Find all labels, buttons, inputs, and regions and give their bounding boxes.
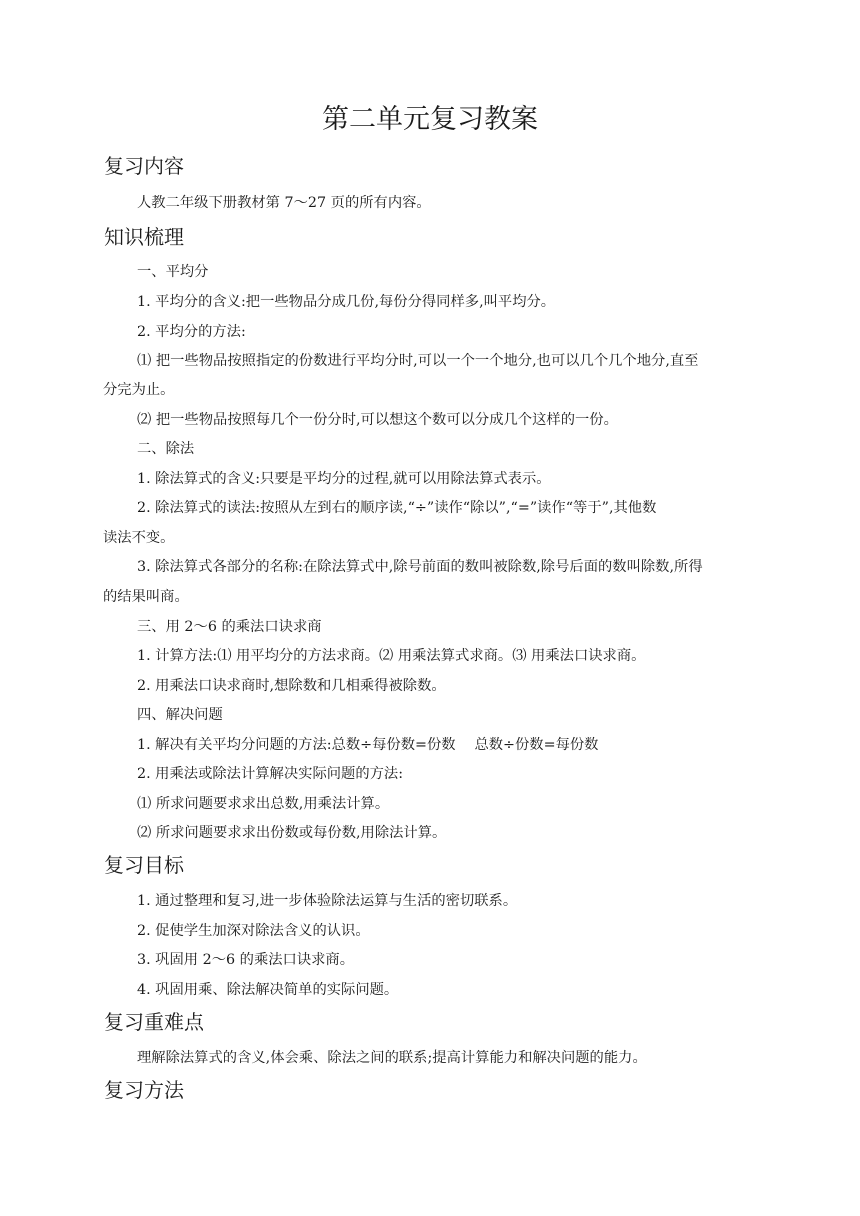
paragraph-line: 2. 除法算式的读法:按照从左到右的顺序读,“÷”读作“除以”,“=”读作“等于”,其他数 (137, 500, 657, 516)
subsection-heading: 四、解决问题 (137, 707, 223, 723)
paragraph-line: 1. 除法算式的含义:只要是平均分的过程,就可以用除法算式表示。 (137, 471, 551, 487)
paragraph-line: 的结果叫商。 (103, 589, 189, 605)
paragraph-line: 2. 平均分的方法: (137, 324, 246, 340)
paragraph-line: 1. 平均分的含义:把一些物品分成几份,每份分得同样多,叫平均分。 (137, 294, 556, 310)
paragraph-line: 1. 通过整理和复习,进一步体验除法运算与生活的密切联系。 (137, 893, 518, 909)
paragraph-line: ⑵ 所求问题要求求出份数或每份数,用除法计算。 (137, 825, 447, 841)
paragraph-line: 理解除法算式的含义,体会乘、除法之间的联系;提高计算能力和解决问题的能力。 (137, 1050, 647, 1066)
subsection-heading: 一、平均分 (137, 264, 209, 280)
section-heading-key-points: 复习重难点 (104, 1010, 204, 1034)
paragraph-line: 1. 解决有关平均分问题的方法:总数÷每份数=份数 总数÷份数=每份数 (137, 737, 599, 753)
section-heading-methods: 复习方法 (104, 1078, 184, 1102)
paragraph-line: 2. 促使学生加深对除法含义的认识。 (137, 923, 370, 939)
paragraph-line: ⑵ 把一些物品按照每几个一份分时,可以想这个数可以分成几个这样的一份。 (137, 412, 618, 428)
paragraph-line: 读法不变。 (103, 530, 175, 546)
subsection-heading: 二、除法 (137, 441, 195, 457)
subsection-heading: 三、用 2～6 的乘法口诀求商 (137, 619, 322, 635)
section-heading-knowledge: 知识梳理 (104, 225, 184, 249)
paragraph-line: 1. 计算方法:⑴ 用平均分的方法求商。⑵ 用乘法算式求商。⑶ 用乘法口诀求商。 (137, 648, 646, 664)
paragraph-line: 分完为止。 (103, 382, 175, 398)
paragraph-line: 2. 用乘法或除法计算解决实际问题的方法: (137, 766, 404, 782)
document-title: 第二单元复习教案 (322, 104, 538, 135)
paragraph-line: 3. 除法算式各部分的名称:在除法算式中,除号前面的数叫被除数,除号后面的数叫除数,所得 (137, 559, 703, 575)
paragraph-line: 4. 巩固用乘、除法解决简单的实际问题。 (137, 982, 399, 998)
paragraph-line: 3. 巩固用 2～6 的乘法口诀求商。 (137, 952, 355, 968)
paragraph-line: ⑴ 所求问题要求求出总数,用乘法计算。 (137, 796, 390, 812)
paragraph-line: 2. 用乘法口诀求商时,想除数和几相乘得被除数。 (137, 678, 446, 694)
paragraph-line: ⑴ 把一些物品按照指定的份数进行平均分时,可以一个一个地分,也可以几个几个地分,直至 (137, 353, 699, 369)
paragraph-line: 人教二年级下册教材第 7～27 页的所有内容。 (137, 195, 431, 211)
section-heading-content: 复习内容 (104, 154, 184, 178)
section-heading-goals: 复习目标 (104, 853, 184, 877)
